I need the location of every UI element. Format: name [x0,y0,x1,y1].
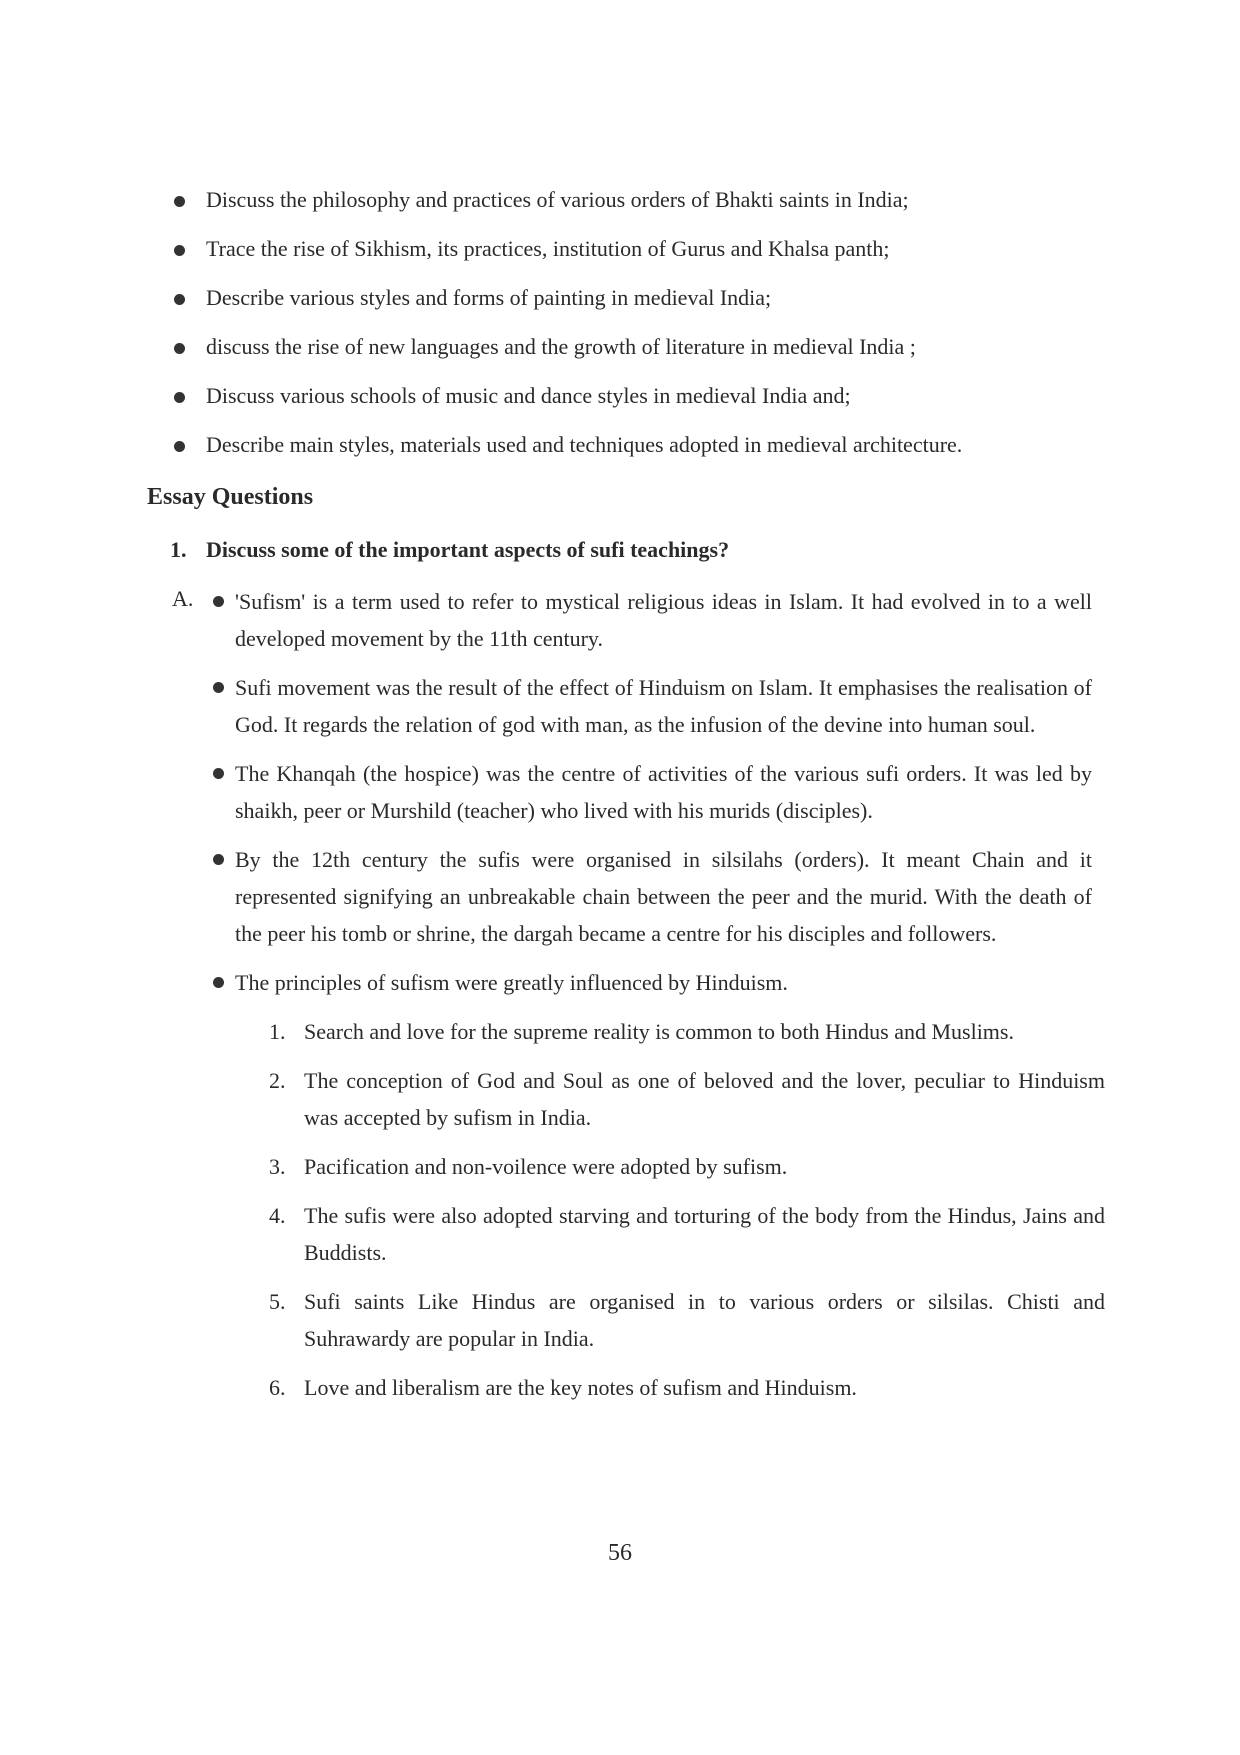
principle-number: 2. [269,1068,286,1093]
answer-text: The Khanqah (the hospice) was the centre of activities of the various sufi orders. It was led by shaikh, peer or Murshild (teacher) who lived with his murids (disciples). [235,761,1092,823]
answer-list [212,583,1105,1418]
answer-bullet [212,583,1092,657]
bullet-icon [174,343,185,354]
bullet-icon [174,441,185,452]
answer-bullet [212,755,1092,829]
objective-text: discuss the rise of new languages and the growth of literature in medieval India ; [206,334,916,359]
page-number: 56 [608,1540,632,1566]
principle-text: The conception of God and Soul as one of beloved and the lover, peculiar to Hinduism was accepted by sufism in India. [304,1068,1105,1130]
principle-item [269,1283,1105,1357]
principle-number: 5. [269,1289,286,1314]
bullet-icon [213,768,224,779]
principle-item [269,1148,1105,1185]
bullet-icon [174,196,185,207]
section-heading: Essay Questions [147,484,314,510]
objective-item [170,381,1110,411]
objective-text: Discuss various schools of music and dance styles in medieval India and; [206,383,851,408]
principle-text: Love and liberalism are the key notes of sufism and Hinduism. [304,1375,857,1400]
principle-number: 4. [269,1203,286,1228]
bullet-icon [174,392,185,403]
principles-list [269,1013,1105,1406]
answer-bullet [212,964,1105,1406]
answer-bullet [212,841,1092,952]
bullet-icon [213,596,224,607]
bullet-icon [213,682,224,693]
principle-text: Pacification and non-voilence were adopted by sufism. [304,1154,788,1179]
bullet-icon [174,245,185,256]
objective-text: Discuss the philosophy and practices of various orders of Bhakti saints in India; [206,187,909,212]
principle-text: Search and love for the supreme reality is common to both Hindus and Muslims. [304,1019,1014,1044]
bullet-icon [213,977,224,988]
objective-text: Describe various styles and forms of painting in medieval India; [206,285,772,310]
question-text: Discuss some of the important aspects of sufi teachings? [206,537,730,562]
principle-item [269,1197,1105,1271]
essay-question [170,534,729,566]
objectives-list [170,185,1110,479]
principle-item [269,1369,1105,1406]
objective-item [170,430,1110,460]
answer-label: A. [172,586,194,611]
principle-number: 3. [269,1154,286,1179]
objective-text: Trace the rise of Sikhism, its practices, institution of Gurus and Khalsa panth; [206,236,890,261]
answer-text: 'Sufism' is a term used to refer to mystical religious ideas in Islam. It had evolved in to a well developed movement by the 11th century. [235,589,1092,651]
question-number: 1. [170,537,187,562]
principle-text: The sufis were also adopted starving and torturing of the body from the Hindus, Jains and Buddists. [304,1203,1105,1265]
answer-text: The principles of sufism were greatly influenced by Hinduism. [235,970,788,995]
objective-item [170,332,1110,362]
principle-number: 6. [269,1375,286,1400]
objective-item [170,234,1110,264]
bullet-icon [213,854,224,865]
principle-number: 1. [269,1019,286,1044]
principle-item [269,1013,1105,1050]
principle-item [269,1062,1105,1136]
answer-text: Sufi movement was the result of the effect of Hinduism on Islam. It emphasises the realisation of God. It regards the relation of god with man, as the infusion of the devine into human soul. [235,675,1092,737]
principle-text: Sufi saints Like Hindus are organised in to various orders or silsilas. Chisti and Suhrawardy are popular in India. [304,1289,1105,1351]
objective-text: Describe main styles, materials used and techniques adopted in medieval architecture. [206,432,963,457]
bullet-icon [174,294,185,305]
answer-text: By the 12th century the sufis were organised in silsilahs (orders). It meant Chain and it represented signifying an unbreakable chain between the peer and the murid. With the death of the peer his tomb or shrine, the dargah became a centre for his disciples and followers. [235,847,1092,946]
answer-bullet [212,669,1092,743]
objective-item [170,283,1110,313]
objective-item [170,185,1110,215]
